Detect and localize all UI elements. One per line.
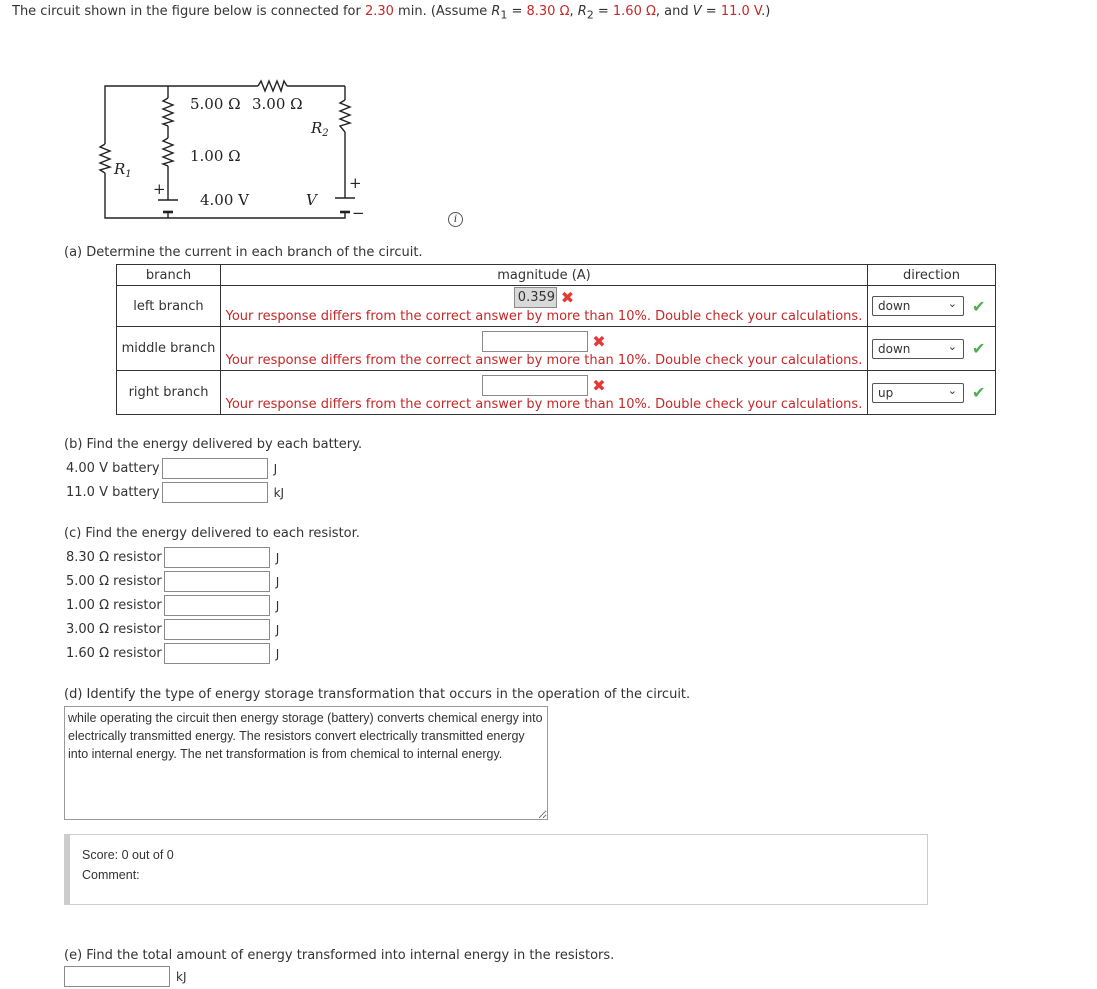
unit-label: J bbox=[275, 574, 280, 589]
table-row bbox=[117, 327, 996, 371]
resistor-5-00-energy-input[interactable] bbox=[164, 571, 270, 592]
label-r-3ohm: 3.00 Ω bbox=[252, 95, 303, 113]
resistor-energy-row bbox=[66, 619, 279, 640]
score-value: 0 out of 0 bbox=[121, 848, 174, 862]
unit-label: kJ bbox=[176, 969, 187, 984]
correct-check-icon: ✔ bbox=[972, 296, 986, 316]
header-direction: direction bbox=[868, 265, 996, 286]
resistor-8-30-energy-input[interactable] bbox=[164, 547, 270, 568]
chevron-down-icon: ⌄ bbox=[947, 383, 957, 397]
comment-label: Comment: bbox=[82, 868, 140, 882]
r-1ohm-zigzag bbox=[163, 138, 173, 166]
plus-left: + bbox=[153, 180, 166, 198]
r-5ohm-zigzag bbox=[163, 98, 173, 126]
part-b-question: (b) Find the energy delivered by each battery. bbox=[64, 437, 363, 452]
battery-energy-row bbox=[66, 458, 277, 479]
part-d-question: (d) Identify the type of energy storage transformation that occurs in the operation of the circuit. bbox=[64, 687, 691, 702]
total-energy-input[interactable] bbox=[64, 966, 170, 987]
label-r-1ohm: 1.00 Ω bbox=[190, 147, 241, 165]
info-icon[interactable]: i bbox=[448, 212, 463, 227]
header-magnitude: magnitude (A) bbox=[221, 265, 868, 286]
energy-transformation-textarea[interactable] bbox=[64, 706, 548, 820]
resistor-energy-row bbox=[66, 643, 279, 664]
field-label: 1.00 Ω resistor bbox=[66, 598, 162, 613]
minus-right: − bbox=[352, 204, 365, 222]
incorrect-x-icon: ✖ bbox=[560, 287, 575, 307]
v-value: 11.0 V bbox=[720, 4, 762, 19]
chevron-down-icon: ⌄ bbox=[947, 297, 957, 310]
plus-right: + bbox=[349, 174, 362, 192]
unit-label: J bbox=[273, 461, 278, 476]
intro-text: The circuit shown in the figure below is connected for 2.30 min. (Assume $R_1 = 8.30$ Ω, $R_2 = 1.60$ Ω, and V = 11.0 V.) bbox=[12, 4, 771, 22]
score-label: Score: bbox=[82, 848, 119, 862]
field-label: 4.00 V battery bbox=[66, 461, 160, 476]
field-label: 1.60 Ω resistor bbox=[66, 646, 162, 661]
table-row bbox=[117, 371, 996, 415]
table-row bbox=[117, 286, 996, 327]
score-panel bbox=[64, 834, 928, 905]
unit-label: kJ bbox=[273, 485, 285, 500]
branch-label: right branch bbox=[117, 371, 221, 415]
feedback-message: Your response differs from the correct answer by more than 10%. Double check your calculations. bbox=[225, 397, 863, 412]
r1-zigzag bbox=[100, 144, 110, 173]
part-a-question: (a) Determine the current in each branch of the circuit. bbox=[64, 245, 423, 260]
unit-label: J bbox=[275, 550, 280, 565]
label-battery-4v: 4.00 V bbox=[200, 191, 249, 209]
feedback-message: Your response differs from the correct answer by more than 10%. Double check your calculations. bbox=[225, 353, 863, 368]
r2-value: 1.60 Ω bbox=[612, 4, 656, 19]
feedback-message: Your response differs from the correct answer by more than 10%. Double check your calculations. bbox=[225, 309, 863, 324]
field-label: 3.00 Ω resistor bbox=[66, 622, 162, 637]
total-energy-row bbox=[64, 966, 187, 987]
unit-label: J bbox=[275, 598, 280, 613]
resistor-energy-row bbox=[66, 547, 279, 568]
incorrect-x-icon: ✖ bbox=[592, 375, 606, 395]
incorrect-x-icon: ✖ bbox=[592, 331, 606, 351]
unit-label: J bbox=[275, 622, 280, 637]
direction-select-middle[interactable]: down ⌄ bbox=[872, 339, 964, 359]
header-branch: branch bbox=[117, 265, 221, 286]
battery-4v-energy-input[interactable] bbox=[162, 458, 268, 479]
battery-11v-energy-input[interactable] bbox=[162, 482, 268, 503]
r-3ohm-zigzag bbox=[258, 81, 287, 91]
current-table bbox=[116, 264, 996, 415]
time-value: 2.30 bbox=[364, 4, 394, 19]
circuit-diagram bbox=[80, 70, 380, 230]
magnitude-input-left[interactable]: 0.359 bbox=[514, 287, 557, 308]
resistor-energy-row bbox=[66, 595, 279, 616]
battery-energy-row bbox=[66, 482, 284, 503]
chevron-down-icon: ⌄ bbox=[947, 339, 957, 353]
resistor-energy-row bbox=[66, 571, 279, 592]
magnitude-input-middle[interactable] bbox=[482, 331, 588, 352]
field-label: 5.00 Ω resistor bbox=[66, 574, 162, 589]
resistor-3-00-energy-input[interactable] bbox=[164, 619, 270, 640]
part-e-question: (e) Find the total amount of energy transformed into internal energy in the resistors. bbox=[64, 948, 615, 963]
label-r2: $R_2$ bbox=[311, 119, 329, 139]
branch-label: middle branch bbox=[117, 327, 221, 371]
r1-value: 8.30 Ω bbox=[526, 4, 570, 19]
label-r1: $R_1$ bbox=[114, 160, 132, 180]
score-line bbox=[82, 848, 174, 862]
field-label: 8.30 Ω resistor bbox=[66, 550, 162, 565]
unit-label: J bbox=[275, 646, 280, 661]
magnitude-input-right[interactable] bbox=[482, 375, 588, 396]
correct-check-icon: ✔ bbox=[972, 339, 986, 358]
part-c-question: (c) Find the energy delivered to each resistor. bbox=[64, 526, 360, 541]
correct-check-icon: ✔ bbox=[972, 383, 986, 402]
field-label: 11.0 V battery bbox=[66, 485, 160, 500]
wire-bottom-right bbox=[168, 212, 345, 218]
label-v: V bbox=[306, 191, 317, 209]
resistor-1-00-energy-input[interactable] bbox=[164, 595, 270, 616]
r2-zigzag bbox=[340, 100, 350, 132]
direction-select-left[interactable]: down ⌄ bbox=[872, 296, 964, 316]
resistor-1-60-energy-input[interactable] bbox=[164, 643, 270, 664]
label-r-5ohm: 5.00 Ω bbox=[190, 95, 241, 113]
branch-label: left branch bbox=[117, 286, 221, 327]
direction-select-right[interactable]: up ⌄ bbox=[872, 383, 964, 403]
